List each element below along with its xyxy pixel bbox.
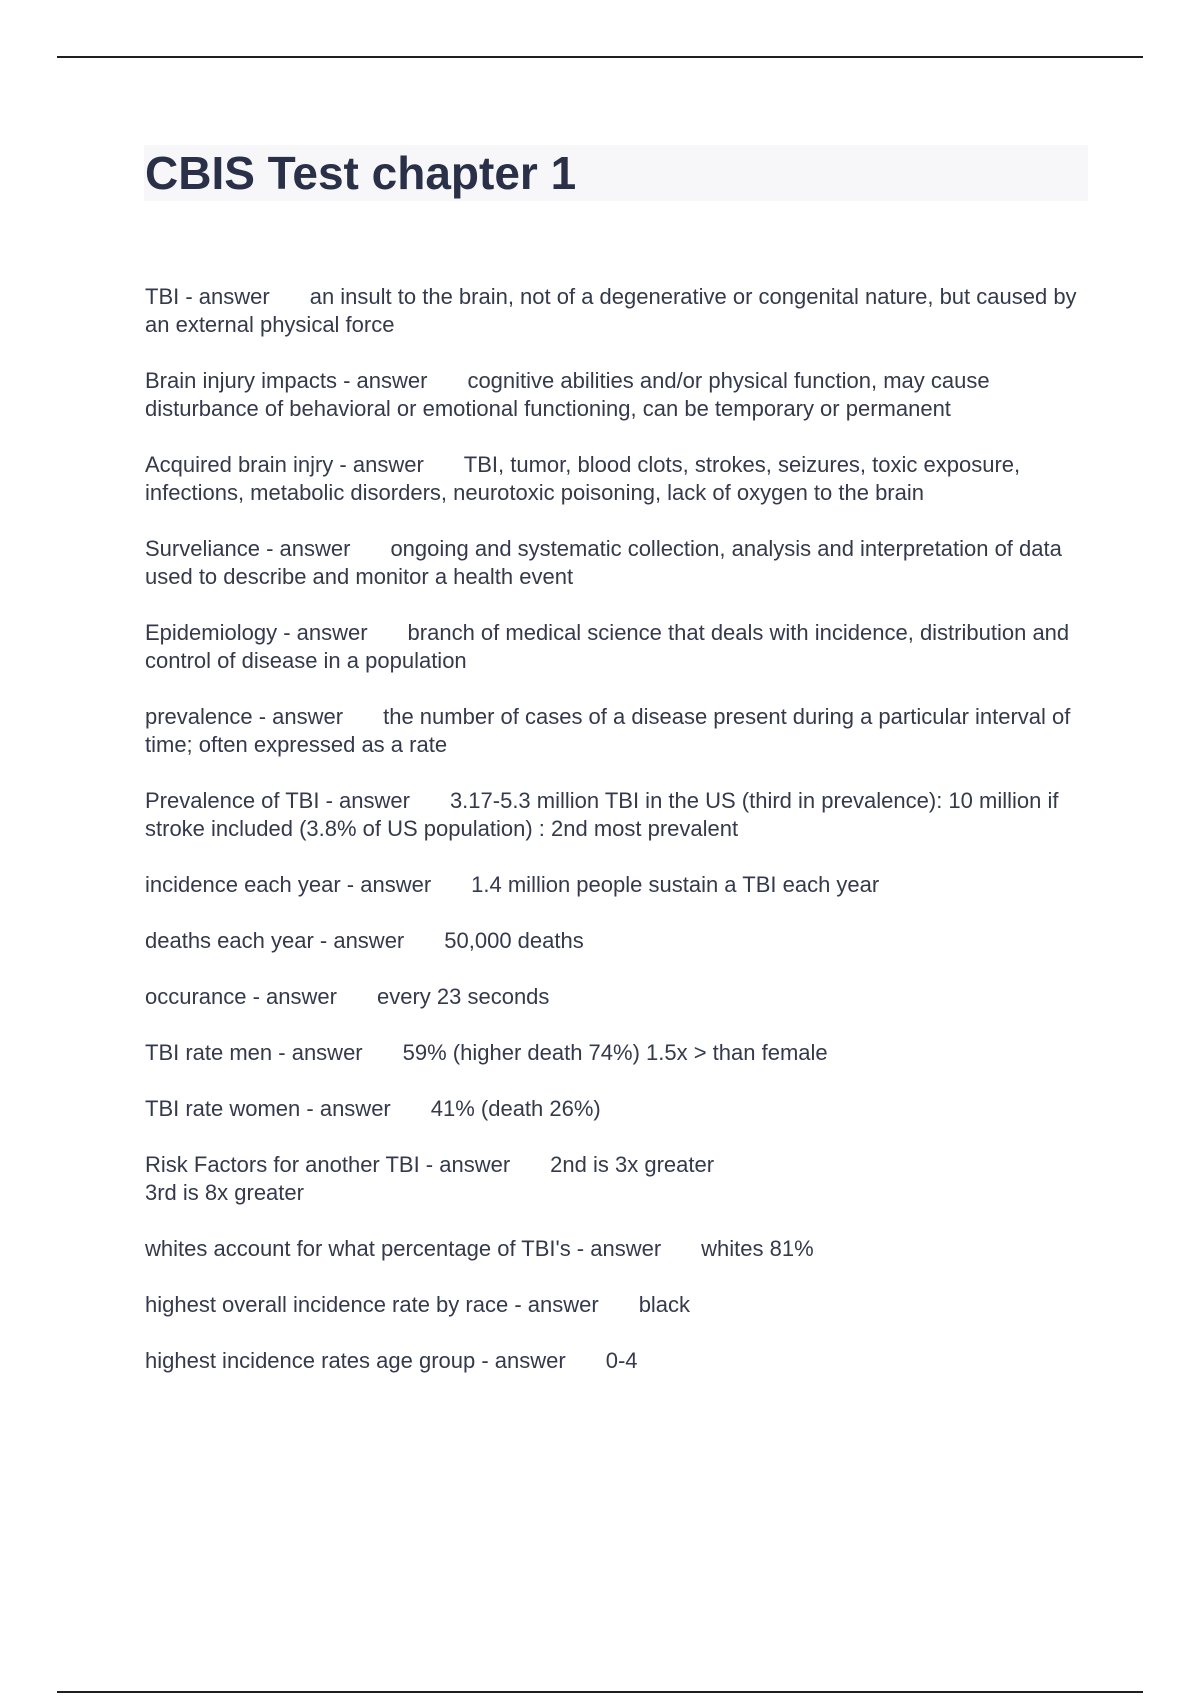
entry-definition: 59% (higher death 74%) 1.5x > than female [402, 1040, 828, 1065]
entry-definition: black [638, 1292, 691, 1317]
flashcard-entry [145, 871, 1085, 899]
entry-definition: 2nd is 3x greater 3rd is 8x greater [145, 1152, 715, 1205]
entry-definition: ongoing and systematic collection, analysis and interpretation of data used to describe and monitor a health event [145, 536, 1068, 589]
flashcard-entry [145, 619, 1085, 675]
flashcard-entry [145, 927, 1085, 955]
flashcard-entry [145, 703, 1085, 759]
bottom-rule [57, 1691, 1143, 1693]
flashcard-entry [145, 1347, 1085, 1375]
top-rule [57, 56, 1143, 58]
entry-term: occurance - answer [145, 984, 337, 1009]
page-title: CBIS Test chapter 1 [145, 147, 577, 199]
entry-definition: cognitive abilities and/or physical function, may cause disturbance of behavioral or emotional functioning, can be temporary or permanent [145, 368, 996, 421]
entry-term: deaths each year - answer [145, 928, 405, 953]
entry-definition: 41% (death 26%) [430, 1096, 601, 1121]
entry-definition: 1.4 million people sustain a TBI each year [471, 872, 880, 897]
flashcard-entry [145, 1151, 1085, 1207]
entry-term: highest incidence rates age group - answer [145, 1348, 566, 1373]
entry-definition: branch of medical science that deals with incidence, distribution and control of disease in a population [145, 620, 1076, 673]
entry-term: Prevalence of TBI - answer [145, 788, 410, 813]
entry-term: Epidemiology - answer [145, 620, 368, 645]
flashcard-entry [145, 983, 1085, 1011]
flashcard-entry [145, 367, 1085, 423]
entry-term: incidence each year - answer [145, 872, 432, 897]
flashcard-entry [145, 1039, 1085, 1067]
entry-definition: an insult to the brain, not of a degenerative or congenital nature, but caused by an external physical force [145, 284, 1083, 337]
entry-definition: every 23 seconds [376, 984, 550, 1009]
entry-term: TBI rate women - answer [145, 1096, 391, 1121]
flashcard-entry [145, 535, 1085, 591]
entry-term: TBI - answer [145, 284, 270, 309]
flashcard-entry [145, 787, 1085, 843]
entry-definition: 3.17-5.3 million TBI in the US (third in prevalence): 10 million if stroke included (3.8% of US population) : 2nd most prevalent [145, 788, 1065, 841]
entry-term: whites account for what percentage of TBI's - answer [145, 1236, 662, 1261]
entry-definition: TBI, tumor, blood clots, strokes, seizures, toxic exposure, infections, metabolic disorders, neurotoxic poisoning, lack of oxygen to the brain [145, 452, 1027, 505]
entry-term: Acquired brain injry - answer [145, 452, 424, 477]
flashcard-list [145, 283, 1085, 1403]
entry-term: Risk Factors for another TBI - answer [145, 1152, 511, 1177]
entry-term: prevalence - answer [145, 704, 344, 729]
flashcard-entry [145, 451, 1085, 507]
entry-definition: whites 81% [701, 1236, 814, 1261]
flashcard-entry [145, 1235, 1085, 1263]
flashcard-entry [145, 1291, 1085, 1319]
flashcard-entry [145, 1095, 1085, 1123]
entry-term: Surveliance - answer [145, 536, 351, 561]
entry-term: TBI rate men - answer [145, 1040, 363, 1065]
flashcard-entry [145, 283, 1085, 339]
entry-definition: 50,000 deaths [444, 928, 584, 953]
entry-term: highest overall incidence rate by race - answer [145, 1292, 599, 1317]
entry-term: Brain injury impacts - answer [145, 368, 428, 393]
entry-definition: the number of cases of a disease present during a particular interval of time; often expressed as a rate [145, 704, 1077, 757]
entry-definition: 0-4 [605, 1348, 638, 1373]
